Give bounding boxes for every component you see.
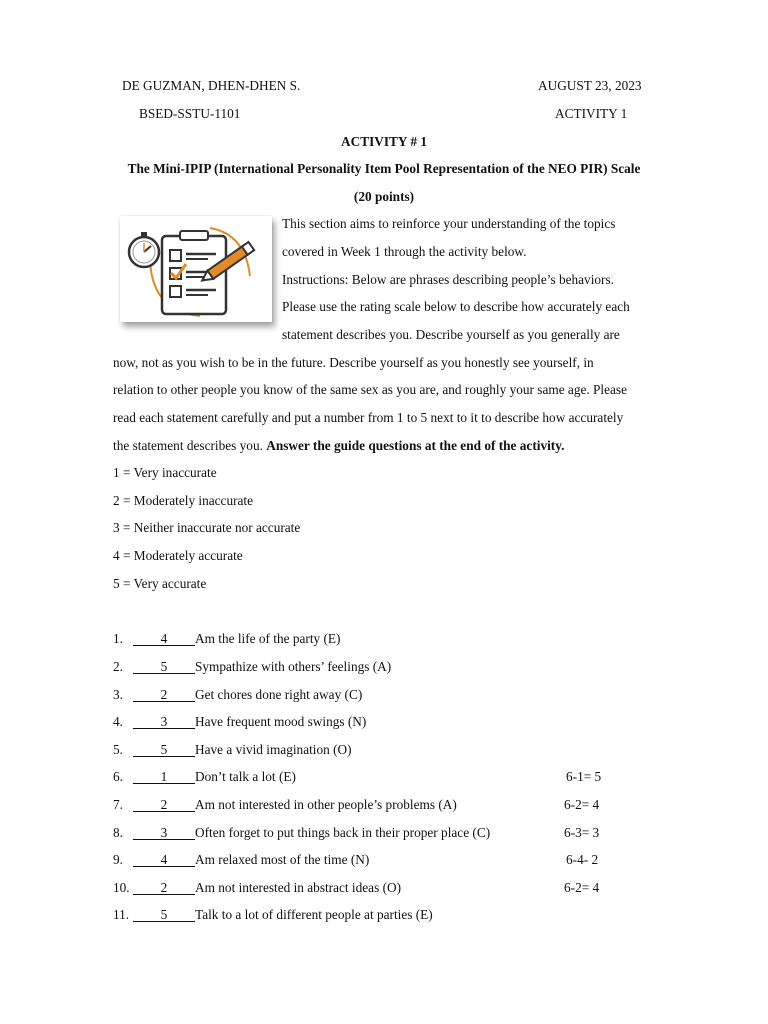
answer-field[interactable]: 5 xyxy=(133,908,195,922)
activity-tag: ACTIVITY 1 xyxy=(555,106,628,121)
reverse-score: 6-3= 3 xyxy=(564,825,600,840)
course-section: BSED-SSTU-1101 xyxy=(139,106,241,121)
reverse-score: 6-2= 4 xyxy=(564,797,600,812)
item-number: 4. xyxy=(113,714,123,729)
reverse-score: 6-1= 5 xyxy=(566,769,602,784)
list-item xyxy=(113,715,366,729)
answer-field[interactable]: 1 xyxy=(133,770,195,784)
instructions-line: read each statement carefully and put a number from 1 to 5 next to it to describe how accurately xyxy=(113,410,624,425)
instructions-text: the statement describes you. xyxy=(113,438,267,453)
scale-option: 4 = Moderately accurate xyxy=(113,548,243,563)
item-number: 8. xyxy=(113,825,123,840)
checklist-clipboard-stopwatch-pencil-icon xyxy=(120,216,272,322)
list-item xyxy=(113,853,369,867)
item-text: Talk to a lot of different people at parties (E) xyxy=(195,907,433,922)
answer-field[interactable]: 3 xyxy=(133,715,195,729)
date: AUGUST 23, 2023 xyxy=(538,78,642,93)
item-number: 9. xyxy=(113,852,123,867)
answer-field[interactable]: 2 xyxy=(133,798,195,812)
instructions-line: Please use the rating scale below to describe how accurately each xyxy=(282,299,630,314)
list-item xyxy=(113,770,296,784)
points-label: (20 points) xyxy=(353,189,415,204)
student-name: DE GUZMAN, DHEN-DHEN S. xyxy=(122,78,301,93)
instructions-line: relation to other people you know of the same sex as you are, and roughly your same age. Please xyxy=(113,382,627,397)
intro-line: covered in Week 1 through the activity below. xyxy=(282,244,527,259)
item-number: 1. xyxy=(113,631,123,646)
list-item xyxy=(113,688,362,702)
item-text: Have a vivid imagination (O) xyxy=(195,742,352,757)
item-text: Have frequent mood swings (N) xyxy=(195,714,367,729)
list-item xyxy=(113,798,457,812)
answer-field[interactable]: 4 xyxy=(133,853,195,867)
checklist-illustration xyxy=(120,216,272,322)
instructions-line: Instructions: Below are phrases describing people’s behaviors. xyxy=(282,272,614,287)
list-item xyxy=(113,908,433,922)
answer-field[interactable]: 3 xyxy=(133,826,195,840)
item-text: Am the life of the party (E) xyxy=(195,631,341,646)
answer-field[interactable]: 2 xyxy=(133,881,195,895)
reverse-score: 6-2= 4 xyxy=(564,880,600,895)
scale-option: 1 = Very inaccurate xyxy=(113,465,217,480)
scale-title: The Mini-IPIP (International Personality Item Pool Representation of the NEO PIR) Scale xyxy=(127,161,641,176)
instructions-line xyxy=(113,439,564,452)
instructions-line: statement describes you. Describe yourself as you generally are xyxy=(282,327,620,342)
list-item xyxy=(113,632,340,646)
item-number: 7. xyxy=(113,797,123,812)
item-number: 5. xyxy=(113,742,123,757)
list-item xyxy=(113,881,401,895)
scale-option: 2 = Moderately inaccurate xyxy=(113,493,254,508)
item-text: Don’t talk a lot (E) xyxy=(195,769,296,784)
instructions-line: now, not as you wish to be in the future. Describe yourself as you honestly see yourself, in xyxy=(113,355,594,370)
item-number: 6. xyxy=(113,769,123,784)
item-number: 10. xyxy=(113,880,130,895)
intro-line: This section aims to reinforce your understanding of the topics xyxy=(282,216,616,231)
answer-field[interactable]: 5 xyxy=(133,660,195,674)
answer-field[interactable]: 2 xyxy=(133,688,195,702)
list-item xyxy=(113,743,352,757)
answer-field[interactable]: 4 xyxy=(133,632,195,646)
answer-field[interactable]: 5 xyxy=(133,743,195,757)
item-text: Am not interested in abstract ideas (O) xyxy=(195,880,402,895)
scale-option: 3 = Neither inaccurate nor accurate xyxy=(113,520,301,535)
reverse-score: 6-4- 2 xyxy=(566,852,599,867)
item-text: Get chores done right away (C) xyxy=(195,687,363,702)
item-text: Sympathize with others’ feelings (A) xyxy=(195,659,392,674)
item-text: Am not interested in other people’s problems (A) xyxy=(195,797,457,812)
item-number: 3. xyxy=(113,687,123,702)
guide-questions-note: Answer the guide questions at the end of the activity. xyxy=(266,438,565,453)
list-item xyxy=(113,826,490,840)
item-text: Often forget to put things back in their proper place (C) xyxy=(195,825,491,840)
activity-title: ACTIVITY # 1 xyxy=(341,134,427,149)
item-number: 11. xyxy=(113,907,130,922)
scale-option: 5 = Very accurate xyxy=(113,576,207,591)
item-text: Am relaxed most of the time (N) xyxy=(195,852,370,867)
item-number: 2. xyxy=(113,659,123,674)
list-item xyxy=(113,660,391,674)
